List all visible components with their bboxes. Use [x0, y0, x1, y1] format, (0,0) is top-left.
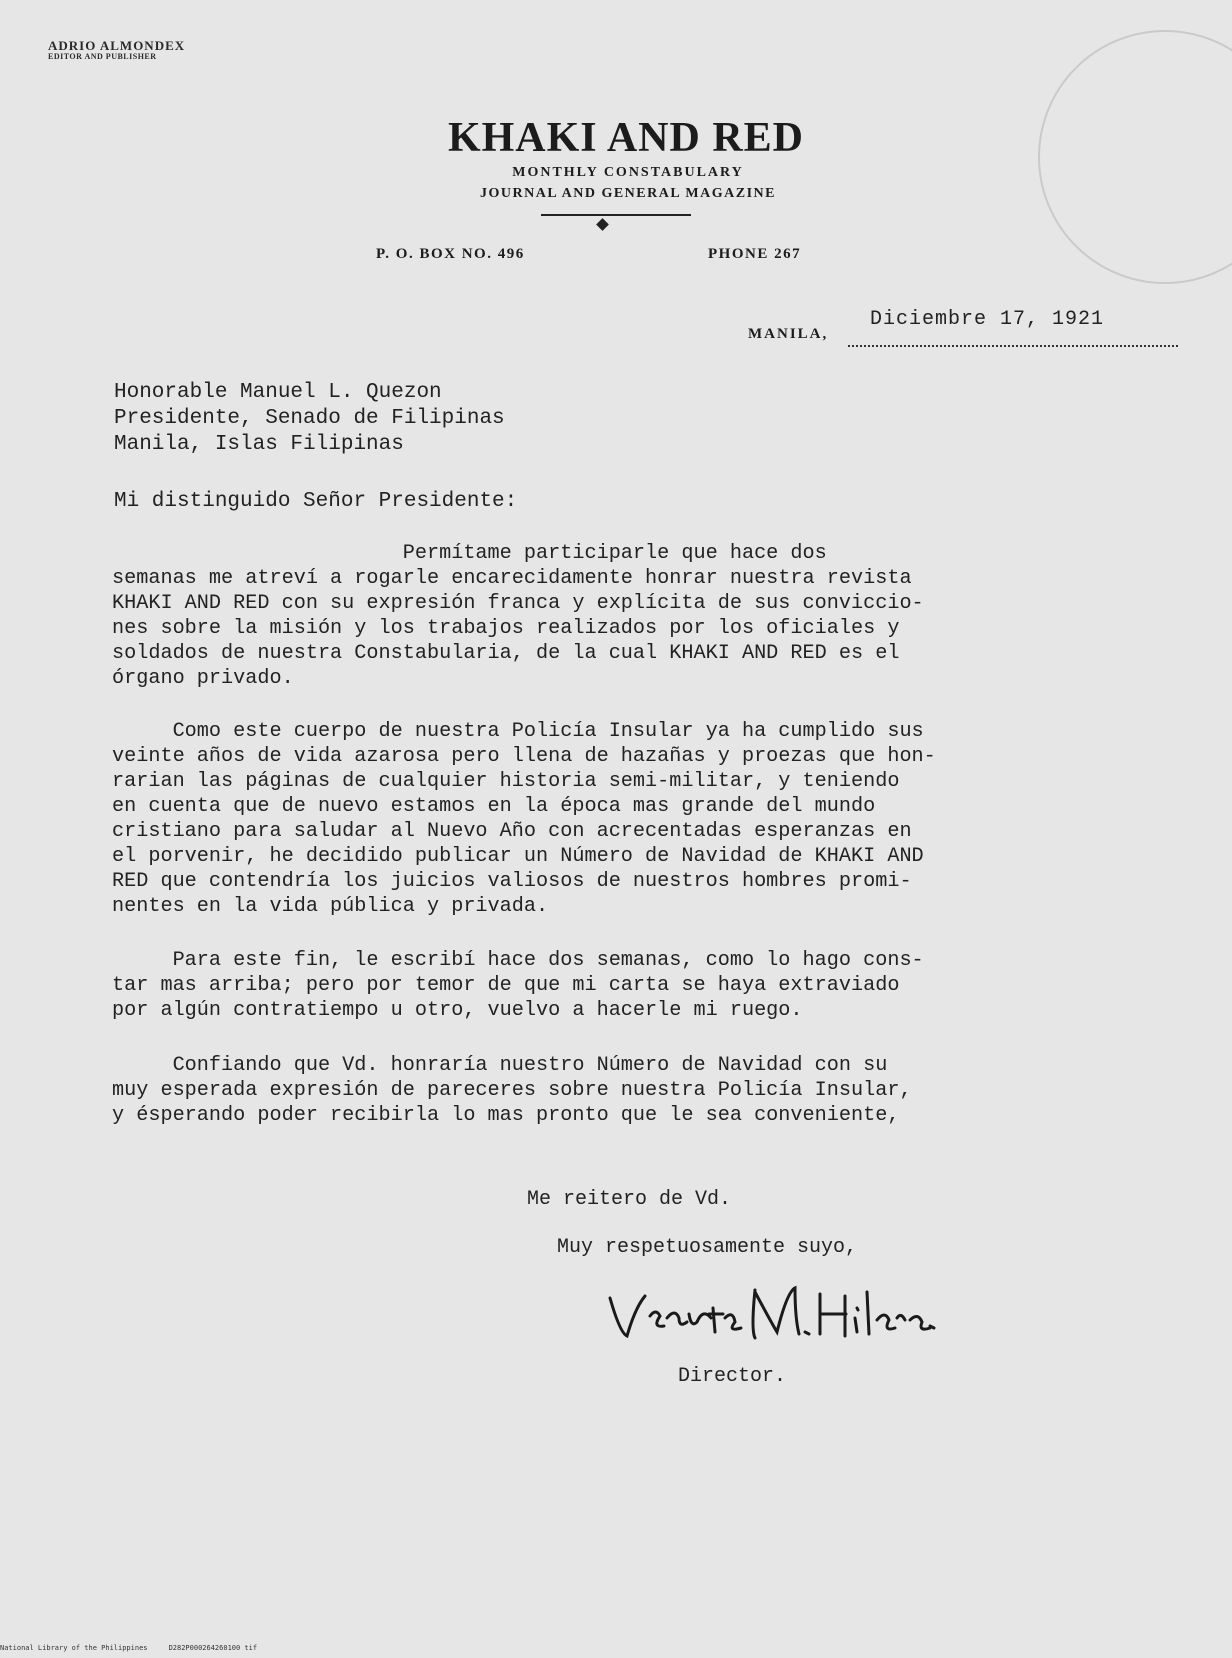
corner-stamp-line1: ADRIO ALMONDEX — [48, 38, 186, 53]
body-paragraph-4: Confiando que Vd. honraría nuestro Número de Navidad con su muy esperada expresión de pareceres sobre nuestra Policía Insular, y ésperando poder recibirla lo mas pronto que le sea conveniente, — [112, 1054, 912, 1127]
letterhead-rule — [541, 214, 691, 216]
recipient-line-2: Presidente, Senado de Filipinas — [114, 407, 505, 430]
body-paragraph-2: Como este cuerpo de nuestra Policía Insular ya ha cumplido sus veinte años de vida azarosa pero llena de hazañas y proezas que hon- rarian las páginas de cualquier historia semi-militar, y teniendo en cuenta que de nuevo estamos en la época mas grande del mundo cristiano para saludar al Nuevo Año con acrecentadas esperanzas en el porvenir, he decidido publicar un Número de Navidad de KHAKI AND RED que contendría los juicios valiosos de nuestros hombres promi- nentes en la vida pública y privada. — [112, 720, 936, 918]
recipient-line-3: Manila, Islas Filipinas — [114, 433, 404, 456]
salutation: Mi distinguido Señor Presidente: — [114, 490, 518, 513]
letterhead-subtitle-1: MONTHLY CONSTABULARY — [512, 165, 744, 180]
letter-date: Diciembre 17, 1921 — [870, 308, 1105, 331]
recipient-address — [114, 380, 505, 458]
corner-stamp — [48, 38, 268, 61]
date-dotted-line — [848, 345, 1178, 347]
handwritten-signature — [605, 1278, 945, 1348]
letterhead-title: KHAKI AND RED — [447, 115, 805, 161]
archive-footer: National Library of the Philippines D282P000264260100 tif — [0, 1644, 258, 1652]
closing-line-2: Muy respetuosamente suyo, — [557, 1236, 858, 1259]
letterhead-subtitle-2: JOURNAL AND GENERAL MAGAZINE — [480, 186, 776, 201]
closing-line-1: Me reitero de Vd. — [527, 1188, 732, 1211]
recipient-line-1: Honorable Manuel L. Quezon — [114, 381, 442, 404]
signature-icon — [605, 1278, 945, 1348]
po-box: P. O. BOX NO. 496 — [376, 246, 525, 262]
body-paragraph-3: Para este fin, le escribí hace dos semanas, como lo hago cons- tar mas arriba; pero por temor de que mi carta se haya extraviado por algún contratiempo u otro, vuelvo a hacerle mi ruego. — [112, 949, 924, 1022]
diamond-ornament-icon — [596, 218, 609, 231]
corner-stamp-line2: EDITOR AND PUBLISHER — [48, 52, 157, 61]
signatory-title: Director. — [678, 1365, 787, 1388]
place-label: MANILA, — [748, 326, 829, 342]
body-paragraph-1: Permítame participarle que hace dos semanas me atreví a rogarle encarecidamente honrar nuestra revista KHAKI AND RED con su expresión franca y explícita de sus conviccio- nes sobre la misión y los trabajos realizados por los oficiales y soldados de nuestra Constabularia, de la cual KHAKI AND RED es el órgano privado. — [112, 542, 924, 690]
phone-number: PHONE 267 — [708, 246, 802, 262]
